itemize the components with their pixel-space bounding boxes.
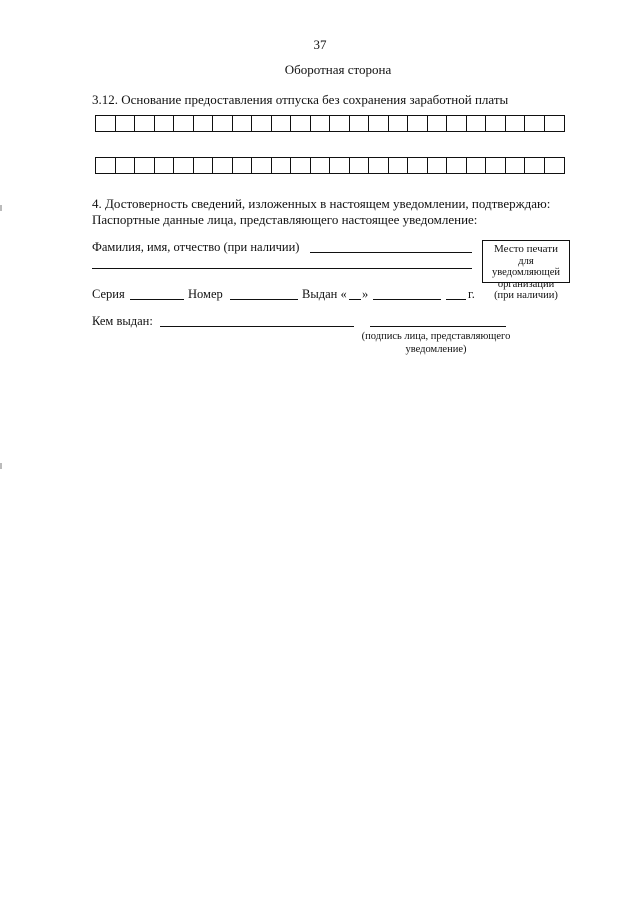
input-cell[interactable] bbox=[486, 116, 506, 131]
input-cell[interactable] bbox=[506, 116, 526, 131]
stamp-line-1: Место печати bbox=[494, 243, 558, 255]
input-cell[interactable] bbox=[408, 116, 428, 131]
issued-by-label: Кем выдан: bbox=[92, 314, 153, 328]
input-cell[interactable] bbox=[155, 158, 175, 173]
stamp-line-4: организации bbox=[497, 278, 555, 290]
input-cell[interactable] bbox=[506, 158, 526, 173]
input-cell[interactable] bbox=[525, 116, 545, 131]
fio-label: Фамилия, имя, отчество (при наличии) bbox=[92, 240, 300, 254]
signature-caption bbox=[350, 330, 522, 356]
signature-caption-line-2: уведомление) bbox=[405, 344, 467, 355]
input-cell[interactable] bbox=[389, 116, 409, 131]
input-cell[interactable] bbox=[213, 116, 233, 131]
signature-caption-line-1: (подпись лица, представляющего bbox=[361, 331, 511, 342]
page-number: 37 bbox=[313, 37, 327, 52]
scan-edge-mark bbox=[0, 463, 2, 469]
input-cell[interactable] bbox=[330, 158, 350, 173]
number-field[interactable] bbox=[230, 299, 298, 300]
issued-by-field[interactable] bbox=[160, 326, 354, 327]
issued-quote-close: » bbox=[362, 287, 369, 301]
input-cell[interactable] bbox=[174, 158, 194, 173]
input-cell[interactable] bbox=[252, 158, 272, 173]
input-cell[interactable] bbox=[467, 158, 487, 173]
fio-field[interactable] bbox=[310, 252, 472, 253]
section-4-title: 4. Достоверность сведений, изложенных в настоящем уведомлении, подтверждаю: bbox=[92, 196, 551, 211]
cell-row-2[interactable] bbox=[95, 157, 565, 174]
stamp-line-5: (при наличии) bbox=[494, 290, 558, 301]
signature-field[interactable] bbox=[370, 326, 506, 327]
input-cell[interactable] bbox=[369, 116, 389, 131]
input-cell[interactable] bbox=[350, 158, 370, 173]
page-subtitle: Оборотная сторона bbox=[284, 62, 392, 77]
issued-day-field[interactable] bbox=[349, 299, 361, 300]
issued-year-field[interactable] bbox=[446, 299, 466, 300]
input-cell[interactable] bbox=[525, 158, 545, 173]
input-cell[interactable] bbox=[233, 158, 253, 173]
issued-label: Выдан « bbox=[302, 287, 347, 301]
input-cell[interactable] bbox=[408, 158, 428, 173]
input-cell[interactable] bbox=[96, 116, 116, 131]
input-cell[interactable] bbox=[447, 158, 467, 173]
input-cell[interactable] bbox=[272, 158, 292, 173]
input-cell[interactable] bbox=[194, 158, 214, 173]
input-cell[interactable] bbox=[272, 116, 292, 131]
number-label: Номер bbox=[188, 287, 223, 301]
input-cell[interactable] bbox=[213, 158, 233, 173]
cell-row-1[interactable] bbox=[95, 115, 565, 132]
input-cell[interactable] bbox=[135, 116, 155, 131]
input-cell[interactable] bbox=[330, 116, 350, 131]
input-cell[interactable] bbox=[194, 116, 214, 131]
input-cell[interactable] bbox=[233, 116, 253, 131]
series-field[interactable] bbox=[130, 299, 184, 300]
issued-month-field[interactable] bbox=[373, 299, 441, 300]
input-cell[interactable] bbox=[155, 116, 175, 131]
section-3-12-title: 3.12. Основание предоставления отпуска без сохранения заработной платы bbox=[92, 92, 509, 107]
input-cell[interactable] bbox=[311, 116, 331, 131]
input-cell[interactable] bbox=[252, 116, 272, 131]
input-cell[interactable] bbox=[447, 116, 467, 131]
input-cell[interactable] bbox=[116, 116, 136, 131]
input-cell[interactable] bbox=[545, 158, 565, 173]
year-suffix: г. bbox=[468, 287, 475, 301]
series-label: Серия bbox=[92, 287, 125, 301]
input-cell[interactable] bbox=[350, 116, 370, 131]
input-cell[interactable] bbox=[174, 116, 194, 131]
input-cell[interactable] bbox=[428, 158, 448, 173]
input-cell[interactable] bbox=[96, 158, 116, 173]
input-cell[interactable] bbox=[291, 158, 311, 173]
fio-field-line-2[interactable] bbox=[92, 268, 472, 269]
stamp-box bbox=[482, 240, 570, 301]
stamp-line-3: уведомляющей bbox=[492, 267, 560, 278]
input-cell[interactable] bbox=[486, 158, 506, 173]
input-cell[interactable] bbox=[369, 158, 389, 173]
input-cell[interactable] bbox=[389, 158, 409, 173]
input-cell[interactable] bbox=[428, 116, 448, 131]
input-cell[interactable] bbox=[467, 116, 487, 131]
input-cell[interactable] bbox=[311, 158, 331, 173]
input-cell[interactable] bbox=[116, 158, 136, 173]
input-cell[interactable] bbox=[135, 158, 155, 173]
input-cell[interactable] bbox=[291, 116, 311, 131]
input-cell[interactable] bbox=[545, 116, 565, 131]
scan-edge-mark bbox=[0, 205, 2, 211]
stamp-line-2: для bbox=[518, 255, 534, 267]
passport-label: Паспортные данные лица, представляющего настоящее уведомление: bbox=[92, 212, 478, 227]
